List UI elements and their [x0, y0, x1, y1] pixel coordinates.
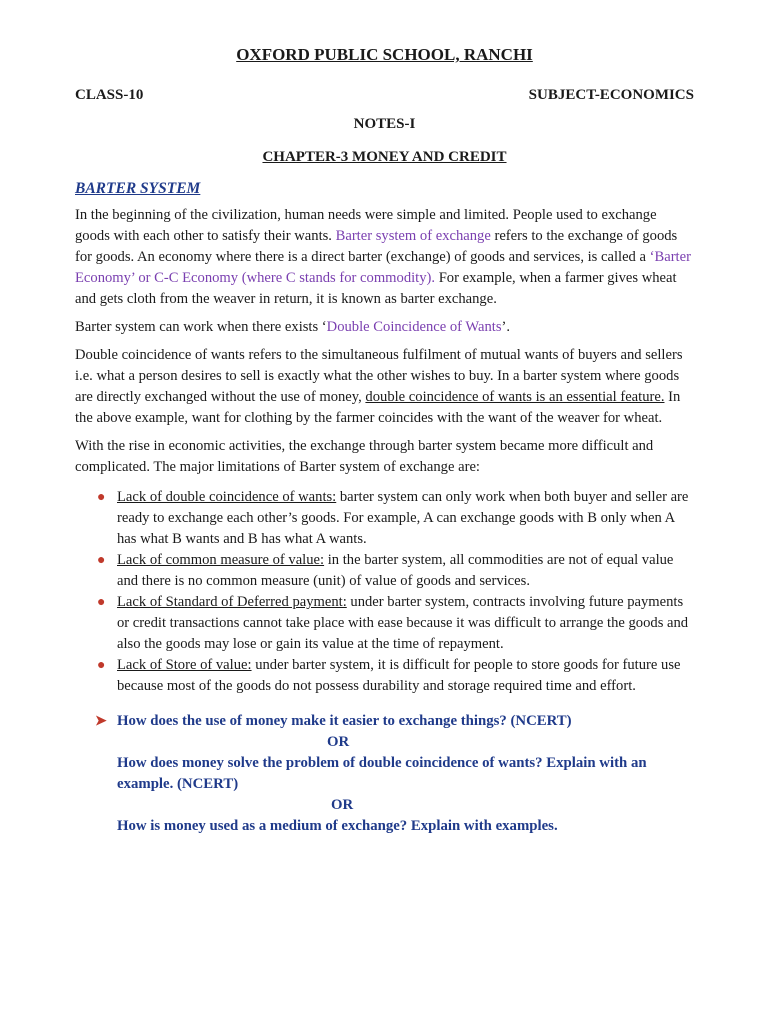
text-run: Barter system can work when there exists ‘ [75, 319, 327, 335]
limitation-text: under barter system, it is difficult for people to store goods for future use because most of the goods do not possess durability and storage required time and effort. [117, 657, 681, 694]
text-run: For example, when a farmer gives wheat and gets cloth from the weaver in return, it is known as barter exchange. [75, 270, 677, 307]
or-separator: OR [331, 797, 354, 813]
limitation-text: barter system can only work when both buyer and seller are ready to exchange each other’s goods. For example, A can exchange goods with B only when A has what B wants and B has what A wants. [117, 489, 689, 547]
class-subject-row [75, 87, 694, 104]
bullet-dot-icon: ● [97, 490, 106, 505]
list-item [97, 592, 694, 655]
question-2: How does money solve the problem of double coincidence of wants? Explain with an example. (NCERT) [117, 755, 647, 792]
text-run: refers to the exchange of goods for goods. An economy where there is a direct barter (exchange) of goods and services, is called a [75, 228, 678, 265]
section-title: BARTER SYSTEM [75, 180, 201, 197]
bullet-dot-icon: ● [97, 595, 106, 610]
notes-label: NOTES-I [353, 116, 416, 132]
text-run: ’. [501, 319, 511, 335]
bullet-dot-icon: ● [97, 553, 106, 568]
question-1: How does the use of money make it easier to exchange things? (NCERT) [117, 713, 572, 729]
limitation-title: Lack of double coincidence of wants: [117, 489, 337, 505]
subject-label: SUBJECT-ECONOMICS [528, 87, 694, 103]
highlight-text: ‘Barter Economy’ or C-C Economy (where C stands for commodity). [75, 249, 691, 286]
bullet-dot-icon: ● [97, 658, 106, 673]
paragraph-definition [75, 345, 694, 429]
arrow-right-icon: ➤ [95, 714, 107, 729]
text-run: Double coincidence of wants refers to the simultaneous fulfilment of mutual wants of buyers and sellers i.e. what a person desires to sell is exactly what the other wishes to buy. In a barter system where goods are directly exchanged without the use of money, [75, 347, 683, 405]
limitation-text: in the barter system, all commodities are not of equal value and there is no common measure (unit) of value of goods and services. [117, 552, 674, 589]
highlight-text: Double Coincidence of Wants [326, 319, 502, 335]
class-label: CLASS-10 [75, 87, 144, 103]
limitations-list [75, 487, 694, 697]
limitation-title: Lack of Store of value: [117, 657, 252, 673]
highlight-text: Barter system of exchange [335, 228, 491, 244]
or-separator: OR [327, 734, 350, 750]
underlined-text: double coincidence of wants is an essential feature. [365, 389, 665, 405]
list-item [97, 487, 694, 550]
list-item [97, 550, 694, 592]
school-title: OXFORD PUBLIC SCHOOL, RANCHI [236, 45, 533, 64]
question-3: How is money used as a medium of exchange? Explain with examples. [117, 818, 558, 834]
chapter-title: CHAPTER-3 MONEY AND CREDIT [262, 149, 507, 165]
paragraph-limitations-intro: With the rise in economic activities, the exchange through barter system became more difficult and complicated. The major limitations of Barter system of exchange are: [75, 438, 654, 475]
question-block [75, 711, 694, 837]
paragraph-double-coincidence [75, 317, 694, 338]
text-run: In the beginning of the civilization, human needs were simple and limited. People used to exchange goods with each other to satisfy their wants. [75, 207, 657, 244]
limitation-text: under barter system, contracts involving future payments or credit transactions cannot take place with ease because it was difficult to arrange the goods and also the goods may lose or gain its value at the time of repayment. [117, 594, 689, 652]
text-run: In the above example, want for clothing by the farmer coincides with the want of the weaver for wheat. [75, 389, 681, 426]
limitation-title: Lack of Standard of Deferred payment: [117, 594, 347, 610]
list-item [97, 655, 694, 697]
limitation-title: Lack of common measure of value: [117, 552, 325, 568]
paragraph-intro [75, 205, 694, 310]
